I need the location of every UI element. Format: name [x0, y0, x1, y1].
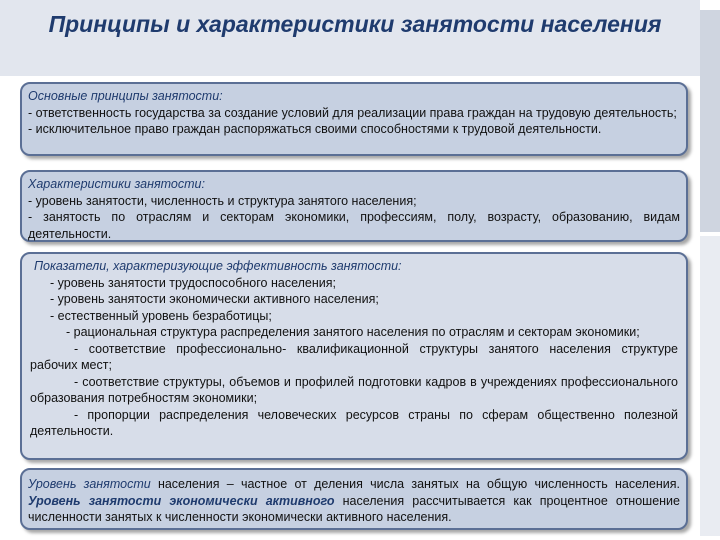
definition-box — [20, 468, 688, 530]
indicator-item: - уровень занятости трудоспособного населения; — [50, 275, 336, 290]
page-title: Принципы и характеристики занятости населения — [48, 11, 662, 37]
indicator-paragraph: - соответствие профессионально- квалификационной структуры занятого населения структуре рабочих мест; — [30, 341, 678, 372]
indicators-box — [20, 252, 688, 460]
indicator-paragraph: - пропорции распределения человеческих ресурсов страны по сферам общественно полезной деятельности. — [30, 407, 678, 438]
principle-item: - исключительное право граждан распоряжаться своими способностями к трудовой деятельности. — [28, 122, 602, 136]
decor-strip — [700, 10, 720, 232]
indicator-paragraph: - рациональная структура распределения занятого населения по отраслям и секторам экономики; — [66, 325, 640, 339]
decor-strip-lower — [700, 236, 720, 536]
indicators-heading: Показатели, характеризующие эффективность занятости: — [34, 259, 402, 273]
characteristics-heading: Характеристики занятости: — [28, 177, 205, 191]
definition-term: Уровень занятости экономически активного — [28, 493, 335, 508]
characteristics-box — [20, 170, 688, 242]
definition-text — [28, 476, 680, 526]
indicator-paragraph: - соответствие структуры, объемов и профилей подготовки кадров в учреждениях профессионального образования потребностям экономики; — [30, 374, 678, 405]
principle-item: - ответственность государства за создание условий для реализации права граждан на трудовую деятельность; — [28, 105, 677, 120]
indicator-item: - уровень занятости экономически активного населения; — [50, 292, 379, 306]
characteristic-item: - занятость по отраслям и секторам экономики, профессиям, полу, возрасту, образованию, видам деятельности. — [28, 210, 680, 241]
definition-body: населения – частное от деления числа занятых на общую численность населения. — [150, 477, 680, 491]
characteristic-item: - уровень занятости, численность и структура занятого населения; — [28, 193, 417, 208]
principles-heading: Основные принципы занятости: — [28, 89, 223, 103]
indicator-item: - естественный уровень безработицы; — [50, 308, 272, 323]
definition-term: Уровень занятости — [28, 477, 151, 491]
definition-body: населения рассчитывается как процентное отношение численности занятых к численности экономически активного населения. — [28, 493, 680, 524]
principles-box — [20, 82, 688, 156]
